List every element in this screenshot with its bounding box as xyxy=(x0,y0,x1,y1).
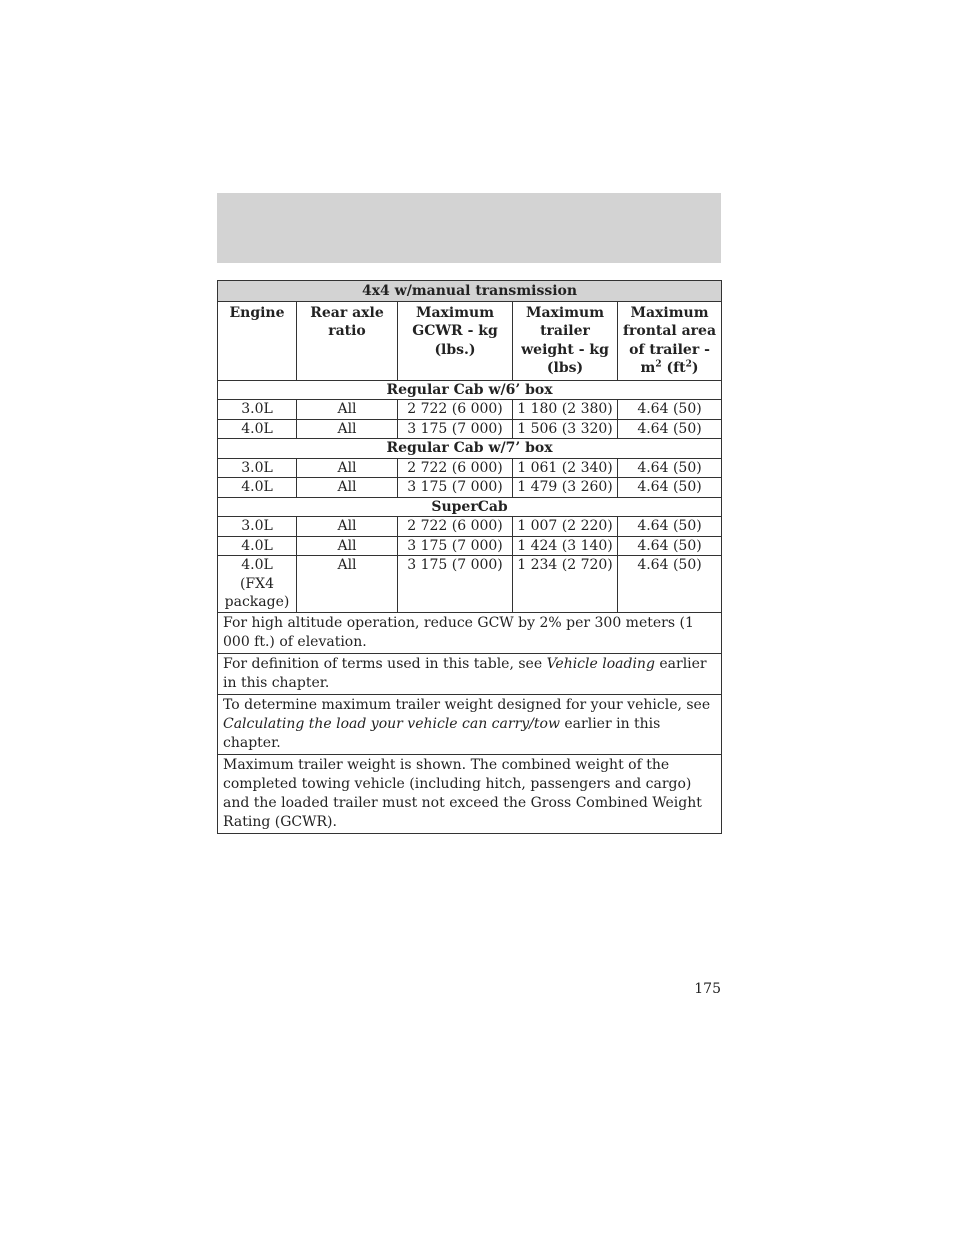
unit-close: ) xyxy=(691,360,699,376)
header-max-trailer-weight: Maximum trailer weight - kg (lbs) xyxy=(513,301,618,380)
cell-area: 4.64 (50) xyxy=(618,419,722,439)
note-altitude: For high altitude operation, reduce GCW by 2% per 300 meters (1 000 ft.) of elevation. xyxy=(218,612,722,653)
cell-engine: 4.0L xyxy=(218,419,297,439)
table-row xyxy=(218,458,722,478)
vehicle-loading-reference: Vehicle loading xyxy=(546,655,655,672)
note-definition-post: earlier in this chapter. xyxy=(223,655,707,691)
cell-gcwr: 2 722 (6 000) xyxy=(398,517,513,537)
cell-ratio: All xyxy=(297,400,398,420)
cell-area: 4.64 (50) xyxy=(618,556,722,613)
group-label: Regular Cab w/6’ box xyxy=(218,380,722,400)
cell-ratio: All xyxy=(297,458,398,478)
cell-engine: 4.0L (FX4 package) xyxy=(218,556,297,613)
table-caption: 4x4 w/manual transmission xyxy=(218,281,722,302)
cell-area: 4.64 (50) xyxy=(618,536,722,556)
table-row xyxy=(218,478,722,498)
cell-gcwr: 3 175 (7 000) xyxy=(398,419,513,439)
cell-gcwr: 3 175 (7 000) xyxy=(398,536,513,556)
cell-ratio: All xyxy=(297,517,398,537)
cell-engine: 3.0L xyxy=(218,517,297,537)
note-definition xyxy=(218,653,722,694)
cell-engine: 3.0L xyxy=(218,458,297,478)
cell-area: 4.64 (50) xyxy=(618,517,722,537)
trailer-towing-table xyxy=(217,280,722,834)
section-header-band xyxy=(217,193,721,263)
group-label: SuperCab xyxy=(218,497,722,517)
cell-gcwr: 2 722 (6 000) xyxy=(398,400,513,420)
table-row xyxy=(218,419,722,439)
calculating-load-reference: Calculating the load your vehicle can carry/tow xyxy=(223,715,560,732)
cell-area: 4.64 (50) xyxy=(618,458,722,478)
cell-trailer: 1 180 (2 380) xyxy=(513,400,618,420)
header-max-gcwr: Maximum GCWR - kg (lbs.) xyxy=(398,301,513,380)
cell-trailer: 1 424 (3 140) xyxy=(513,536,618,556)
note-maximum: Maximum trailer weight is shown. The combined weight of the completed towing vehicle (including hitch, passengers and cargo) and the loaded trailer must not exceed the Gross Combined Weight Rating (GCWR). xyxy=(218,754,722,833)
cell-gcwr: 2 722 (6 000) xyxy=(398,458,513,478)
note-determine-post: earlier in this chapter. xyxy=(223,715,661,751)
note-determine xyxy=(218,694,722,754)
cell-ratio: All xyxy=(297,556,398,613)
cell-area: 4.64 (50) xyxy=(618,400,722,420)
unit-ft-sup: 2 xyxy=(685,359,692,370)
cell-trailer: 1 506 (3 320) xyxy=(513,419,618,439)
header-frontal-area-text: Maximum frontal area of trailer - xyxy=(622,304,717,358)
cell-trailer: 1 007 (2 220) xyxy=(513,517,618,537)
table-row xyxy=(218,536,722,556)
note-determine-pre: To determine maximum trailer weight designed for your vehicle, see xyxy=(223,696,711,713)
cell-engine: 4.0L xyxy=(218,536,297,556)
cell-ratio: All xyxy=(297,478,398,498)
table-row xyxy=(218,400,722,420)
cell-trailer: 1 061 (2 340) xyxy=(513,458,618,478)
unit-m: m xyxy=(640,360,656,376)
table-row xyxy=(218,556,722,613)
cell-gcwr: 3 175 (7 000) xyxy=(398,478,513,498)
unit-m-sup: 2 xyxy=(655,359,662,370)
cell-engine: 3.0L xyxy=(218,400,297,420)
header-engine: Engine xyxy=(218,301,297,380)
cell-trailer: 1 234 (2 720) xyxy=(513,556,618,613)
cell-ratio: All xyxy=(297,419,398,439)
note-definition-pre: For definition of terms used in this table, see xyxy=(223,655,547,672)
cell-ratio: All xyxy=(297,536,398,556)
page-number: 175 xyxy=(694,981,721,997)
cell-gcwr: 3 175 (7 000) xyxy=(398,556,513,613)
table-row xyxy=(218,517,722,537)
cell-engine: 4.0L xyxy=(218,478,297,498)
header-max-frontal-area xyxy=(618,301,722,380)
cell-trailer: 1 479 (3 260) xyxy=(513,478,618,498)
group-label: Regular Cab w/7’ box xyxy=(218,439,722,459)
cell-area: 4.64 (50) xyxy=(618,478,722,498)
unit-ft: (ft xyxy=(666,360,686,376)
header-rear-axle-ratio: Rear axle ratio xyxy=(297,301,398,380)
